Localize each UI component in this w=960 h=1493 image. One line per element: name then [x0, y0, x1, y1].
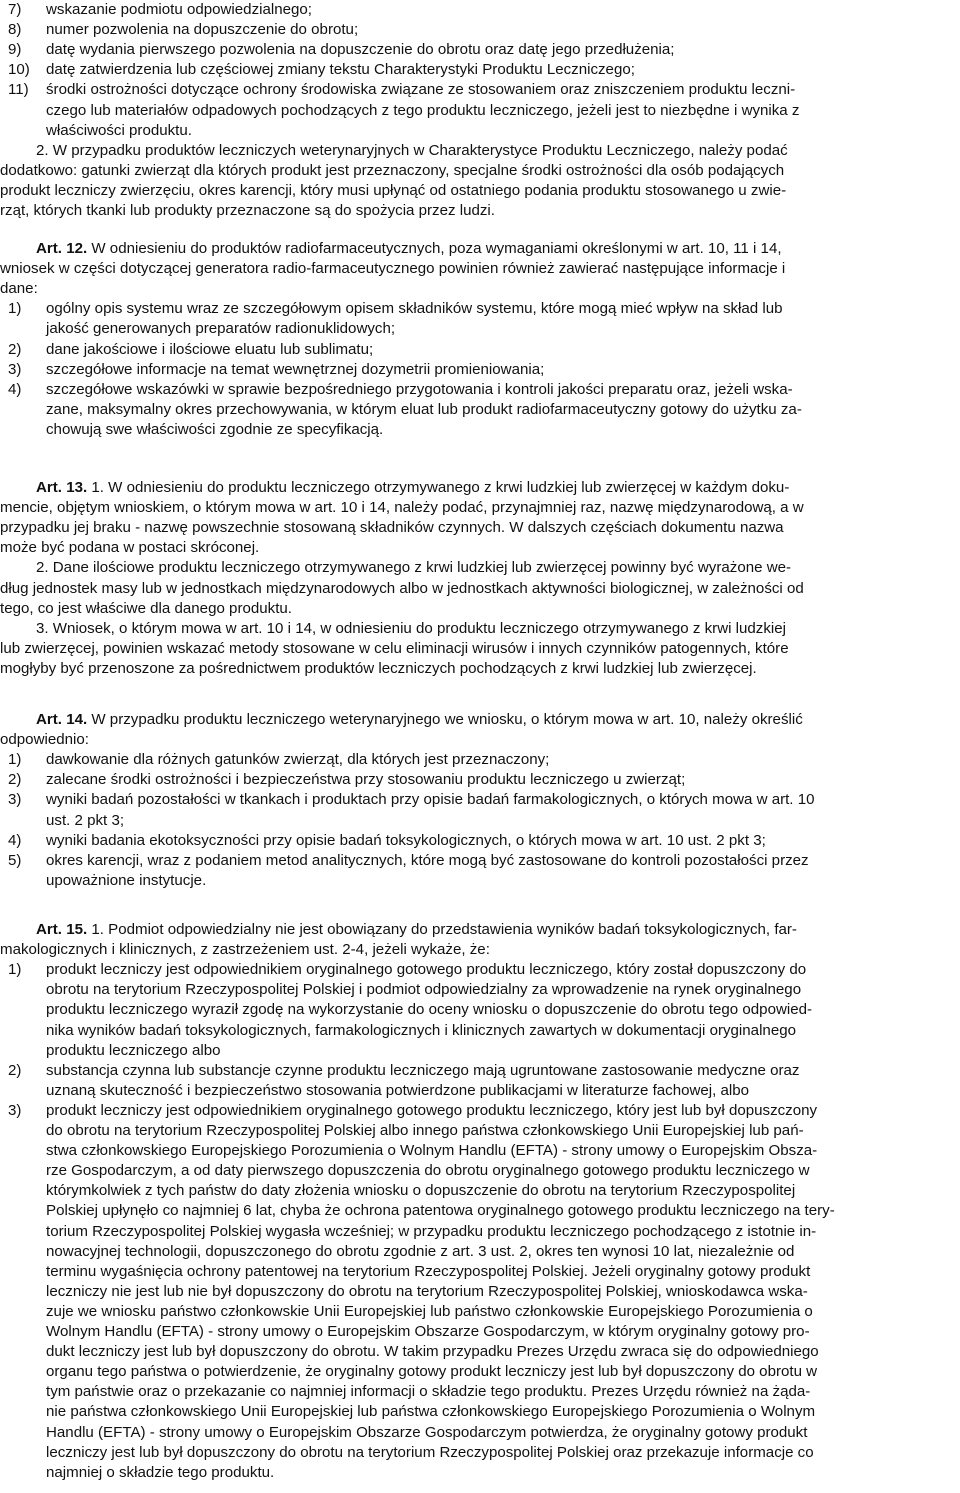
- text-line: Art. 12. W odniesieniu do produktów radiofarmaceutycznych, poza wymaganiami określonymi w art. 10, 11 i 14,: [36, 240, 782, 257]
- text-line: którymkolwiek z tych państw do daty złożenia wniosku o dopuszczenie do obrotu na terytorium Rzeczypospolitej: [46, 1182, 796, 1200]
- list-marker: 3): [8, 360, 22, 378]
- text-line: lub zwierzęcej, powinien wskazać metody stosowane w celu eliminacji wirusów i innych czynników patogennych, które: [0, 639, 789, 657]
- list-marker: 8): [8, 21, 22, 39]
- list-marker: 1): [8, 961, 22, 979]
- text-line: do obrotu na terytorium Rzeczypospolitej Polskiej albo innego państwa członkowskiego Unii Europejskiej lub pań-: [46, 1122, 804, 1139]
- text-line: upoważnione instytucje.: [46, 871, 207, 889]
- text-line: ust. 2 pkt 3;: [46, 811, 125, 829]
- list-marker: 3): [8, 791, 22, 809]
- text-line: produkt leczniczy jest odpowiednikiem oryginalnego gotowego produktu leczniczego, który jest lub był dopuszczony: [46, 1101, 818, 1119]
- article-number: Art. 15.: [36, 921, 88, 938]
- text-line: szczegółowe wskazówki w sprawie bezpośredniego przygotowania i kontroli jakości preparatu oraz, jeżeli wska-: [46, 380, 793, 398]
- text-line: chowują swe właściwości zgodnie ze specyfikacją.: [46, 420, 384, 438]
- text-line: nowacyjnej technologii, dopuszczonego do obrotu zgodnie z art. 3 ust. 2, okres ten wynosi 10 lat, niezależnie od: [46, 1242, 795, 1260]
- text-line: tego, co jest właściwe dla danego produktu.: [0, 599, 292, 617]
- text-line: może być podana w postaci skróconej.: [0, 539, 260, 557]
- text-line: terminu wygaśnięcia ochrony patentowej na terytorium Rzeczypospolitej Polskiej. Jeżeli oryginalny gotowy produkt: [46, 1262, 811, 1280]
- text-line: datę wydania pierwszego pozwolenia na dopuszczenie do obrotu oraz datę jego przedłużenia;: [46, 41, 675, 59]
- text-line: 3. Wniosek, o którym mowa w art. 10 i 14, w odniesieniu do produktu leczniczego otrzymywanego z krwi ludzkiej: [36, 619, 786, 637]
- article-number: Art. 12.: [36, 240, 88, 257]
- text-line: mencie, objętym wnioskiem, o którym mowa w art. 10 i 14, należy podać, przynajmniej raz, nazwę międzynarodową, a w: [0, 499, 804, 517]
- text-line: rząt, których tkanki lub produkty przeznaczone są do spożycia przez ludzi.: [0, 202, 495, 219]
- text-line: wyniki badania ekotoksyczności przy opisie badań toksykologicznych, o których mowa w art. 10 ust. 2 pkt 3;: [46, 831, 766, 849]
- list-marker: 7): [8, 1, 22, 18]
- text-line: stwa członkowskiego Europejskiego Porozumienia o Wolnym Handlu (EFTA) - strony umowy o Europejskim Obsza-: [46, 1142, 818, 1160]
- text-line: rze Gospodarczym, a od daty pierwszego dopuszczenia do obrotu oryginalnego gotowego produktu leczniczego w: [46, 1162, 810, 1180]
- list-marker: 2): [8, 771, 22, 789]
- text-line: Art. 13. 1. W odniesieniu do produktu leczniczego otrzymywanego z krwi ludzkiej lub zwierzęcej w każdym doku-: [36, 479, 790, 496]
- text-line: dane jakościowe i ilościowe eluatu lub sublimatu;: [46, 340, 374, 358]
- text-line: substancja czynna lub substancje czynne produktu leczniczego mają ugruntowane zastosowanie medyczne oraz: [46, 1061, 800, 1079]
- text-line: tym państwie oraz o przekazanie co najmniej informacji o składzie tego produktu. Prezes Urzędu również na żąda-: [46, 1383, 811, 1401]
- text-line: 2. Dane ilościowe produktu leczniczego otrzymywanego z krwi ludzkiej lub zwierzęcej powinny być wyrażone we-: [36, 559, 792, 577]
- text-line: dane:: [0, 280, 38, 298]
- text-line: okres karencji, wraz z podaniem metod analitycznych, które mogą być zastosowane do kontroli pozostałości przez: [46, 851, 809, 869]
- text-line: jakość generowanych preparatów radionuklidowych;: [46, 320, 396, 338]
- text-line: wyniki badań pozostałości w tkankach i produktach przy opisie badań farmakologicznych, o których mowa w art. 10: [46, 791, 815, 809]
- text-line: Art. 15. 1. Podmiot odpowiedzialny nie jest obowiązany do przedstawienia wyników badań toksykologicznych, far-: [36, 921, 797, 938]
- text-line: ogólny opis systemu wraz ze szczegółowym opisem składników systemu, które mogą mieć wpływ na skład lub: [46, 300, 783, 318]
- text-line: wskazanie podmiotu odpowiedzialnego;: [46, 1, 312, 18]
- text-line: produkt leczniczy zwierzęciu, okres karencji, który musi upłynąć od ostatniego podania produktu stosowanego u zwie-: [0, 181, 787, 199]
- text-line: torium Rzeczypospolitej Polskiej wygasła wcześniej; w przypadku produktu leczniczego pochodzącego z istotnie in-: [46, 1222, 817, 1240]
- list-marker: 11): [8, 81, 29, 99]
- text-line: szczegółowe informacje na temat wewnętrznej dozymetrii promieniowania;: [46, 360, 545, 378]
- text-line: uznaną skuteczność i bezpieczeństwo stosowania potwierdzone publikacjami w literaturze fachowej, albo: [46, 1081, 750, 1099]
- text-line: leczniczy jest lub był dopuszczony do obrotu na terytorium Rzeczypospolitej Polskiej oraz przekazuje informacje co: [46, 1443, 814, 1461]
- list-marker: 2): [8, 340, 22, 358]
- article-number: Art. 13.: [36, 479, 88, 496]
- text-line: datę zatwierdzenia lub częściowej zmiany tekstu Charakterystyki Produktu Leczniczego;: [46, 61, 635, 79]
- text-line: właściwości produktu.: [46, 121, 192, 139]
- text-line: czego lub materiałów odpadowych pochodzących z tego produktu leczniczego, jeżeli jest to niezbędne i wynika z: [46, 101, 800, 119]
- text-line: dawkowanie dla różnych gatunków zwierząt, dla których jest przeznaczony;: [46, 751, 550, 769]
- text-line: obrotu na terytorium Rzeczypospolitej Polskiej i podmiot odpowiedzialny za wprowadzenie na rynek oryginalnego: [46, 981, 802, 999]
- list-marker: 1): [8, 751, 22, 769]
- text-line: Art. 14. W przypadku produktu leczniczego weterynaryjnego we wniosku, o którym mowa w art. 10, należy określić: [36, 711, 803, 728]
- list-marker: 1): [8, 300, 22, 318]
- text-line: najmniej o składzie tego produktu.: [46, 1463, 275, 1481]
- text-line: środki ostrożności dotyczące ochrony środowiska związane ze stosowaniem oraz zniszczeniem produktu leczni-: [46, 81, 796, 99]
- text-line: nika wyników badań toksykologicznych, farmakologicznych i klinicznych zawartych w dokumentacji oryginalnego: [46, 1021, 797, 1039]
- list-marker: 5): [8, 851, 22, 869]
- list-marker: 10): [8, 61, 30, 79]
- text-line: leczniczy nie jest lub nie był dopuszczony do obrotu na terytorium Rzeczypospolitej Polskiej, wnioskodawca wska-: [46, 1282, 808, 1300]
- text-line: makologicznych i klinicznych, z zastrzeżeniem ust. 2-4, jeżeli wykaże, że:: [0, 941, 490, 959]
- text-line: odpowiednio:: [0, 731, 89, 749]
- text-line: dukt leczniczy jest lub był dopuszczony do obrotu. W takim przypadku Prezes Urzędu zwraca się do odpowiedniego: [46, 1343, 819, 1361]
- text-line: 2. W przypadku produktów leczniczych weterynaryjnych w Charakterystyce Produktu Leczniczego, należy podać: [36, 141, 788, 159]
- list-marker: 4): [8, 831, 22, 849]
- list-marker: 3): [8, 1101, 22, 1119]
- list-marker: 4): [8, 380, 22, 398]
- text-line: zalecane środki ostrożności i bezpieczeństwa przy stosowaniu produktu leczniczego u zwierząt;: [46, 771, 686, 789]
- text-line: nie państwa członkowskiego Unii Europejskiej lub państwa członkowskiego Europejskiego Porozumienia o Wolnym: [46, 1403, 816, 1421]
- list-marker: 2): [8, 1061, 22, 1079]
- text-line: mogłyby być przenoszone za pośrednictwem produktów leczniczych pochodzących z krwi ludzkiej lub zwierzęcej.: [0, 659, 757, 677]
- text-line: dług jednostek masy lub w jednostkach międzynarodowych albo w jednostkach aktywności biologicznej, w zależności od: [0, 579, 804, 597]
- text-line: przypadku jej braku - nazwę powszechnie stosowaną składników czynnych. W dalszych częściach dokumentu nazwa: [0, 519, 784, 537]
- text-line: produktu leczniczego wyraził zgodę na wykorzystanie do oceny wniosku o dopuszczenie do obrotu tego odpowied-: [46, 1001, 813, 1019]
- text-line: zane, maksymalny okres przechowywania, w którym eluat lub produkt radiofarmaceutyczny gotowy do użytku za-: [46, 400, 802, 418]
- text-line: zuje we wniosku państwo członkowskie Unii Europejskiej lub państwo członkowskie Europejskiego Porozumienia o: [46, 1302, 813, 1320]
- article-number: Art. 14.: [36, 711, 88, 728]
- text-line: Polskiej upłynęło co najmniej 6 lat, chyba że ochrona patentowa oryginalnego gotowego produktu leczniczego na tery-: [46, 1202, 835, 1220]
- text-line: wniosek w części dotyczącej generatora radio-farmaceutycznego powinien również zawierać następujące informacje i: [0, 260, 786, 278]
- text-line: dodatkowo: gatunki zwierząt dla których produkt jest przeznaczony, specjalne środki ostrożności dla osób podających: [0, 161, 785, 179]
- list-marker: 9): [8, 41, 22, 59]
- text-line: organu tego państwa o potwierdzenie, że oryginalny gotowy produkt leczniczy jest lub był dopuszczony do obrotu w: [46, 1363, 818, 1381]
- text-line: Handlu (EFTA) - strony umowy o Europejskim Obszarze Gospodarczym potwierdza, że oryginalny gotowy produkt: [46, 1423, 808, 1441]
- text-line: produkt leczniczy jest odpowiednikiem oryginalnego gotowego produktu leczniczego, który został dopuszczony do: [46, 961, 807, 979]
- text-line: numer pozwolenia na dopuszczenie do obrotu;: [46, 21, 359, 39]
- text-line: Wolnym Handlu (EFTA) - strony umowy o Europejskim Obszarze Gospodarczym, w którym oryginalny gotowy pro-: [46, 1323, 810, 1340]
- text-line: produktu leczniczego albo: [46, 1041, 221, 1059]
